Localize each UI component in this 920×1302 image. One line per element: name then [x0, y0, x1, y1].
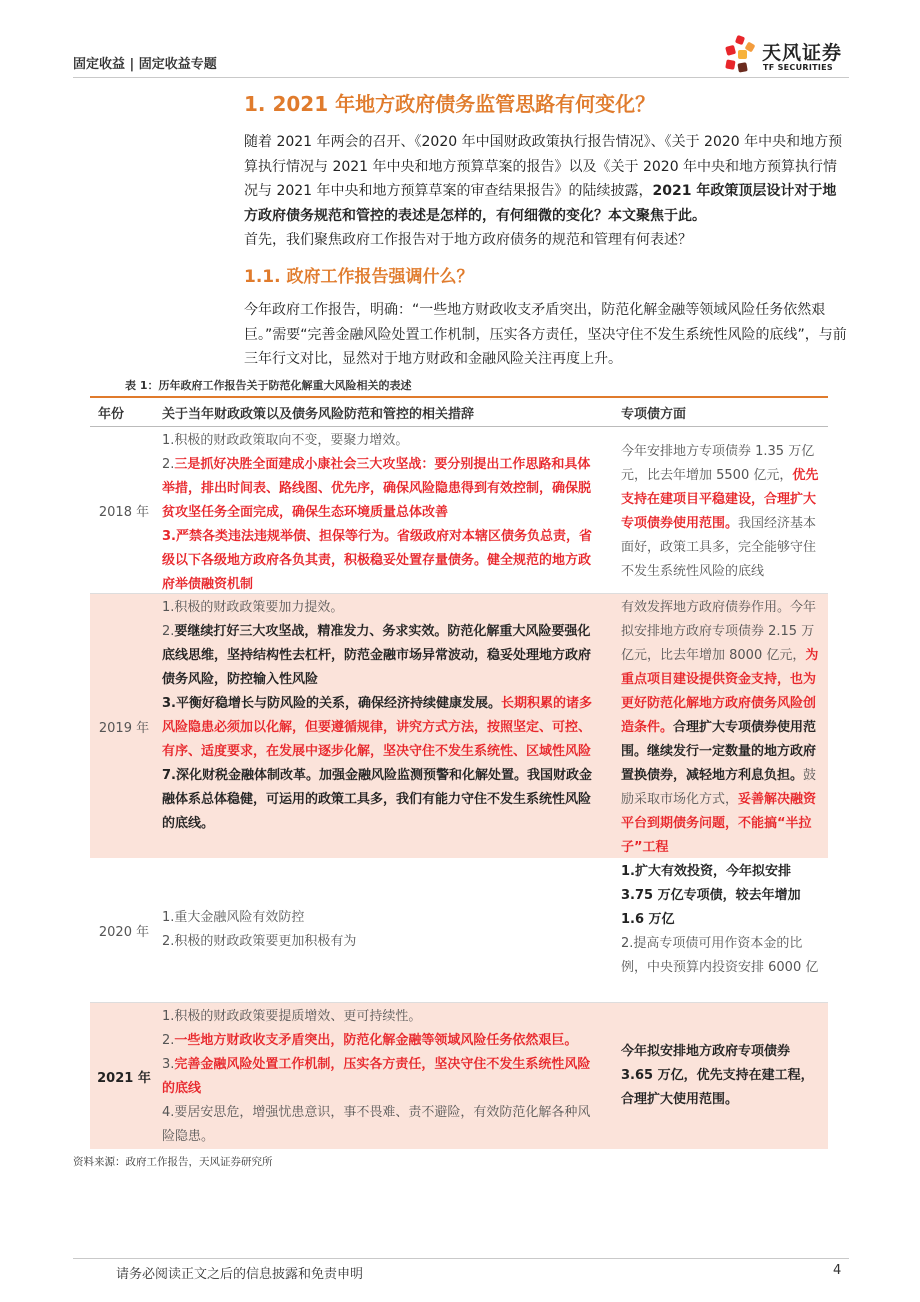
- measure-item: 1.积极的财政政策要加力提效。: [162, 600, 344, 615]
- measure-item: [162, 1029, 603, 1053]
- measure-highlight: 三是抓好决胜全面建成小康社会三大攻坚战：要分别提出工作思路和具体举措，排出时间表、路线图、优先序，确保风险隐患得到有效控制，确保脱贫攻坚任务全面完成，确保生态环境质量总体改善: [162, 457, 592, 520]
- footer-disclaimer: 请务必阅读正文之后的信息披露和免责申明: [116, 1267, 364, 1282]
- measure-item: 1.积极的财政政策要提质增效、更可持续性。: [162, 1009, 422, 1024]
- measure-bold: 3.平衡好稳增长与防风险的关系，确保经济持续健康发展。: [162, 696, 501, 711]
- measures-cell: [158, 858, 611, 1002]
- measures-cell: [158, 594, 611, 858]
- bonds-highlight: 为重点项目建设提供资金支持，也为更好防范化解地方政府债务风险创造条件。: [621, 648, 819, 735]
- table-row-2019: [90, 594, 828, 858]
- measure-item: [162, 620, 603, 692]
- measure-num: 3.: [162, 1057, 175, 1072]
- intro-bold-text: 2021 年政策顶层设计对于地方政府债务规范和管控的表述是怎样的，有何细微的变化？本文聚焦于此。: [244, 183, 837, 224]
- bonds-cell: [611, 427, 828, 593]
- measure-item: 4.要居安思危，增强忧患意识，事不畏难、责不避险，有效防范化解各种风险隐患。: [162, 1105, 591, 1144]
- bonds-highlight: 妥善解决融资平台到期债务问题，不能搞“半拉子”工程: [621, 792, 817, 855]
- table-caption: 表 1：历年政府工作报告关于防范化解重大风险相关的表述: [125, 379, 412, 392]
- bonds-plain: 有效发挥地方政府债券作用。今年拟安排地方政府专项债券 2.15 万亿元，比去年增加 8000 亿元，: [621, 600, 817, 663]
- measure-item: 1.积极的财政政策取向不变，要聚力增效。: [162, 433, 409, 448]
- header-special-bonds: 专项债方面: [621, 406, 687, 422]
- measure-num: 2.: [162, 1033, 175, 1048]
- policy-table: [90, 396, 828, 1149]
- subsection-title: 1.1. 政府工作报告强调什么？: [244, 267, 474, 287]
- report-paragraph: 今年政府工作报告，明确：“一些地方财政收支矛盾突出，防范化解金融等领域风险任务依然艰巨。”需要“完善金融风险处置工作机制，压实各方责任，坚决守住不发生系统性风险的底线”，与前三年行文对比，显然对于地方财政和金融风险关注再度上升。: [244, 302, 847, 367]
- bonds-plain: 我国经济基本面好，政策工具多，完全能够守住不发生系统性风险的底线: [621, 516, 817, 579]
- measures-cell: [158, 427, 611, 593]
- bonds-bold: 合理扩大专项债券使用范围。继续发行一定数量的地方政府置换债券，减轻地方利息负担。: [621, 720, 817, 783]
- bonds-plain: 鼓励采取市场化方式，: [621, 768, 817, 807]
- table-source: 资料来源：政府工作报告，天风证券研究所: [73, 1156, 273, 1168]
- measure-highlight: 长期积累的诸多风险隐患必须加以化解，但要遵循规律，讲究方式方法，按照坚定、可控、有序、适度要求，在发展中逐步化解，坚决守住不发生系统性、区域性风险: [162, 696, 592, 759]
- focus-paragraph: 首先，我们聚焦政府工作报告对于地方政府债务的规范和管理有何表述？: [244, 232, 692, 248]
- year-cell: 2018 年: [98, 504, 150, 520]
- table-header: [90, 396, 828, 427]
- bonds-highlight: 优先支持在建项目平稳建设，合理扩大专项债券使用范围。: [621, 468, 819, 531]
- logo-name-en: TF SECURITIES: [763, 63, 833, 72]
- measure-item: 2.积极的财政政策要更加积极有为: [162, 934, 357, 949]
- section-title: 1. 2021 年地方政府债务监管思路有何变化？: [244, 92, 656, 116]
- measure-item: [162, 692, 603, 764]
- year-cell: 2020 年: [98, 924, 150, 940]
- measure-item: 7.深化财税金融体制改革。加强金融风险监测预警和化解处置。我国财政金融体系总体稳健，可运用的政策工具多，我们有能力守住不发生系统性风险的底线。: [162, 768, 592, 831]
- logo-petals-icon: [722, 34, 762, 78]
- measure-bold: 要继续打好三大攻坚战，精准发力、务求实效。防范化解重大风险要强化底线思维，坚持结构性去杠杆，防范金融市场异常波动，稳妥处理地方政府债务风险，防控输入性风险: [162, 624, 592, 687]
- bonds-text: [621, 440, 820, 584]
- measure-num: 2.: [162, 624, 175, 639]
- measure-highlight: 一些地方财政收支矛盾突出，防范化解金融等领域风险任务依然艰巨。: [174, 1033, 578, 1048]
- header-year: 年份: [98, 406, 125, 422]
- measure-item: [162, 1053, 603, 1101]
- header-section: 固定收益 | 固定收益专题: [73, 57, 217, 72]
- bonds-plain: 今年安排地方专项债券 1.35 万亿元，比去年增加 5500 亿元，: [621, 444, 815, 483]
- page-number: 4: [833, 1263, 842, 1278]
- year-cell: 2019 年: [98, 720, 150, 736]
- bonds-text: 今年拟安排地方政府专项债券 3.65 万亿，优先支持在建工程，合理扩大使用范围。: [621, 1044, 814, 1107]
- bonds-item: 2.提高专项债可用作资本金的比例，中央预算内投资安排 6000 亿: [621, 936, 819, 975]
- table-row-2020: [90, 858, 828, 1003]
- measure-highlight: 完善金融风险处置工作机制，压实各方责任，坚决守住不发生系统性风险的底线: [162, 1057, 591, 1096]
- table-row-2018: [90, 427, 828, 594]
- measure-num: 2.: [162, 457, 175, 472]
- bonds-item: 1.扩大有效投资，今年拟安排 3.75 万亿专项债，较去年增加 1.6 万亿: [621, 864, 801, 927]
- logo-name-cn: 天风证券: [762, 42, 843, 64]
- company-logo: [722, 34, 852, 78]
- intro-text: 随着 2021 年两会的召开、《2020 年中国财政政策执行报告情况》、《关于 2020 年中央和地方预算执行情况与 2021 年中央和地方预算草案的报告》以及《关于 2020 年中央和地方预算执行情况与 2021 年中央和地方预算草案的审查结果报告》的陆续披露，: [244, 134, 843, 199]
- measures-cell: [158, 1003, 611, 1149]
- header-measures: 关于当年财政政策以及债务风险防范和管控的相关措辞: [162, 406, 475, 422]
- footer-divider: [73, 1258, 849, 1259]
- bonds-cell: [611, 858, 828, 1002]
- bonds-cell: [611, 1003, 828, 1149]
- measure-item: 1.重大金融风险有效防控: [162, 910, 305, 925]
- intro-paragraph: [244, 130, 849, 228]
- table-row-2021: [90, 1003, 828, 1149]
- measure-item: 3.严禁各类违法违规举债、担保等行为。省级政府对本辖区债务负总责，省级以下各级地方政府各负其责，积极稳妥处置存量债务。健全规范的地方政府举债融资机制: [162, 529, 592, 592]
- year-cell: 2021 年: [97, 1070, 151, 1086]
- bonds-cell: [611, 594, 828, 858]
- measure-item: [162, 453, 603, 525]
